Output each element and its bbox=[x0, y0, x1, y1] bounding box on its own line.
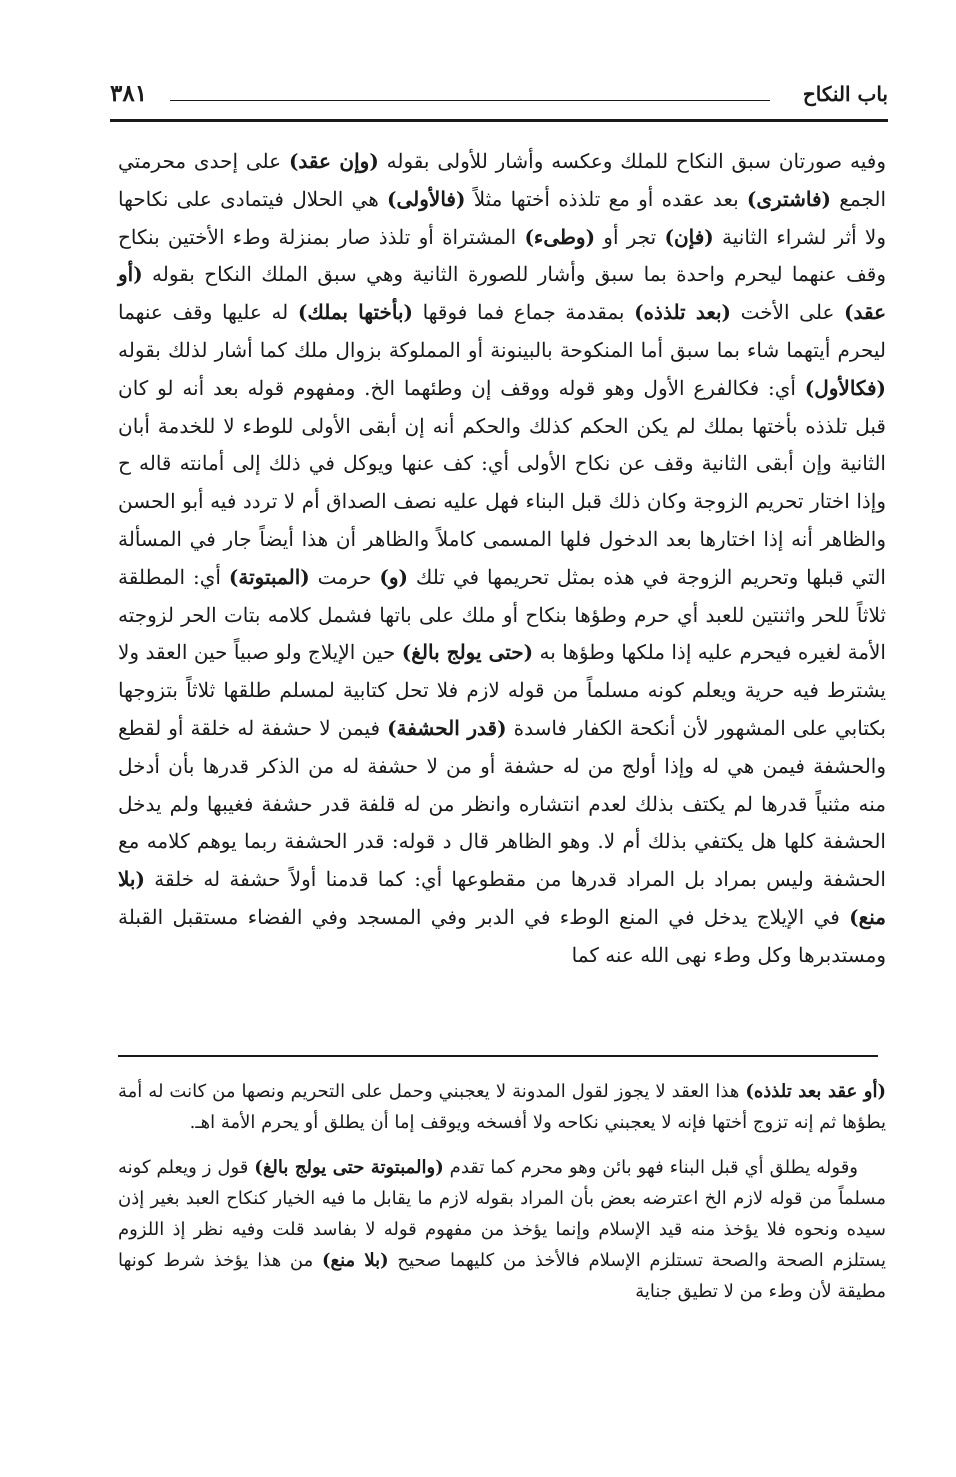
quoted-matn: (فإن) bbox=[664, 224, 714, 249]
text-run: بعد عقده أو مع تلذذه أختها مثلاً bbox=[465, 186, 747, 211]
quoted-matn: (بأختها بملك) bbox=[297, 300, 413, 325]
footnote-paragraph bbox=[118, 1152, 886, 1307]
text-run: هي الحلال فيتمادى على نكاحها ولا أثر لشراء الثانية bbox=[118, 186, 886, 249]
quoted-matn: (و) bbox=[379, 564, 408, 589]
quoted-matn: (بلا منع) bbox=[321, 1250, 389, 1271]
quoted-matn: (حتى يولج بالغ) bbox=[401, 640, 534, 665]
text-run: وقوله يطلق أي قبل البناء فهو بائن وهو محرم كما تقدم bbox=[443, 1157, 858, 1178]
quoted-matn: (المبتوتة) bbox=[228, 564, 310, 589]
text-run: في الإيلاج يدخل في المنع الوطء في الدبر وفي المسجد وفي الفضاء مستقبل القبلة ومستدبرها وكل وطء نهى الله عنه كما bbox=[118, 904, 886, 967]
footnote-paragraph bbox=[118, 1076, 886, 1138]
quoted-matn: (فاشترى) bbox=[746, 186, 831, 211]
quoted-matn: (وطىء) bbox=[524, 224, 596, 249]
text-run: على إحدى محرمتي الجمع bbox=[118, 149, 887, 211]
header-rule bbox=[110, 119, 888, 122]
footnote-separator bbox=[118, 1055, 878, 1057]
text-run: المشتراة أو تلذذ صار بمنزلة وطء الأختين بنكاح وقف عنهما ليحرم واحدة بما سبق وأشار للصورة الثانية وهي سبق الملك النكاح بقوله bbox=[118, 224, 886, 287]
quoted-matn: (أو عقد بعد تلذذه) bbox=[745, 1081, 886, 1102]
main-text bbox=[118, 143, 886, 975]
text-run: فيمن لا حشفة له خلقة أو لقطع والحشفة فيمن هي له وإذا أولج من له حشفة أو من لا حشفة له من الذكر قدرها بأن أدخل منه مثنياً قدرها لم يكتف بذلك لعدم انتشاره وانظر من له قلفة قدر حشفة فغيبها ولم يدخل الحشفة كلها هل يكتفي بذلك أم لا. وهو الظاهر قال د قوله: قدر الحشفة ربما يوهم كلامه مع الحشفة وليس بمراد بل المراد قدرها من مقطوعها أي: كما قدمنا أولاً حشفة له خلقة bbox=[118, 715, 886, 892]
text-run: على الأخت bbox=[731, 300, 844, 325]
text-run: وفيه صورتان سبق النكاح للملك وعكسه وأشار للأولى بقوله bbox=[378, 149, 886, 173]
footnotes bbox=[118, 1076, 886, 1321]
text-run: بمقدمة جماع فما فوقها bbox=[412, 300, 635, 325]
text-run: أي: المطلقة ثلاثاً للحر واثنتين للعبد أي حرم وطؤها بنكاح أو ملك على باتها فشمل كلامه بتات الحر لزوجته الأمة لغيره فيحرم عليه إذا ملكها وطؤها به bbox=[118, 564, 886, 665]
main-paragraph bbox=[118, 143, 886, 975]
quoted-matn: (فالأولى) bbox=[387, 186, 466, 211]
text-run: أي: فكالفرع الأول وهو قوله ووقف إن وطئهما الخ. ومفهوم قوله بعد أنه لو كان قبل تلذذه بأختها بملك لم يكن الحكم كذلك والحكم أنه إن أبقى الأولى للوطء لا للخدمة أبان الثانية وإن أبقى الثانية وقف عن نكاح الأولى أي: كف عنها ويوكل في ذلك إلى أمانته قاله ح وإذا اختار تحريم الزوجة وكان ذلك قبل البناء فهل عليه نصف الصداق أم لا تردد فيه أبو الحسن والظاهر أنه إذا اختارها بعد الدخول فلها المسمى كاملاً والظاهر أن هذا أيضاً جار في المسألة التي قبلها وتحريم الزوجة في هذه بمثل تحريمها في تلك bbox=[118, 375, 886, 589]
quoted-matn: (أو عقد) bbox=[118, 262, 887, 325]
text-run: من هذا يؤخذ شرط كونها مطيقة لأن وطء من لا تطيق جناية bbox=[118, 1250, 886, 1302]
page-number: ٣٨١ bbox=[110, 80, 148, 107]
quoted-matn: (بعد تلذذه) bbox=[634, 300, 732, 325]
quoted-matn: (بلا منع) bbox=[118, 867, 886, 929]
running-head bbox=[110, 78, 888, 118]
quoted-matn: (وإن عقد) bbox=[288, 149, 379, 173]
quoted-matn: (فكالأول) bbox=[804, 375, 887, 400]
chapter-title: باب النكاح bbox=[802, 82, 888, 106]
text-run: حين الإيلاج ولو صبياً حين العقد ولا يشترط فيه حرية ويعلم كونه مسلماً من قوله لازم فلا تحل كتابية لمسلم طلقها ثلاثاً بتزوجها بكتابي على المشهور لأن أنكحة الكفار فاسدة bbox=[118, 640, 886, 740]
quoted-matn: (قدر الحشفة) bbox=[387, 715, 507, 740]
text-run: هذا العقد لا يجوز لقول المدونة لا يعجبني وحمل على التحريم ونصها من كانت له أمة يطؤها ثم إنه تزوج أختها فإنه لا يعجبني نكاحه ولا أفسخه ويوقف إما أن يطلق أو يحرم الأمة اهـ. bbox=[118, 1081, 886, 1133]
text-run: حرمت bbox=[309, 564, 380, 589]
text-run: قول ز ويعلم كونه مسلماً من قوله لازم الخ اعترضه بعض بأن المراد بقوله لازم ما يقابل ما فيه الخيار كنكاح العبد بغير إذن سيده ونحوه فلا يؤخذ منه قيد الإسلام وإنما يؤخذ من مفهوم قوله لا بفاسد قلت وفيه نظر إذ اللزوم يستلزم الصحة والصحة تستلزم الإسلام فالأخذ من كليهما صحيح bbox=[118, 1157, 887, 1271]
header-leader-line bbox=[170, 100, 770, 101]
text-run: تجر أو bbox=[595, 224, 665, 249]
quoted-matn: (والمبتوتة حتى يولج بالغ) bbox=[254, 1157, 444, 1178]
text-run: له عليها وقف عنهما ليحرم أيتهما شاء بما سبق أما المنكوحة بالبينونة أو المملوكة بزوال ملك كما أشار لذلك بقوله bbox=[118, 300, 886, 362]
